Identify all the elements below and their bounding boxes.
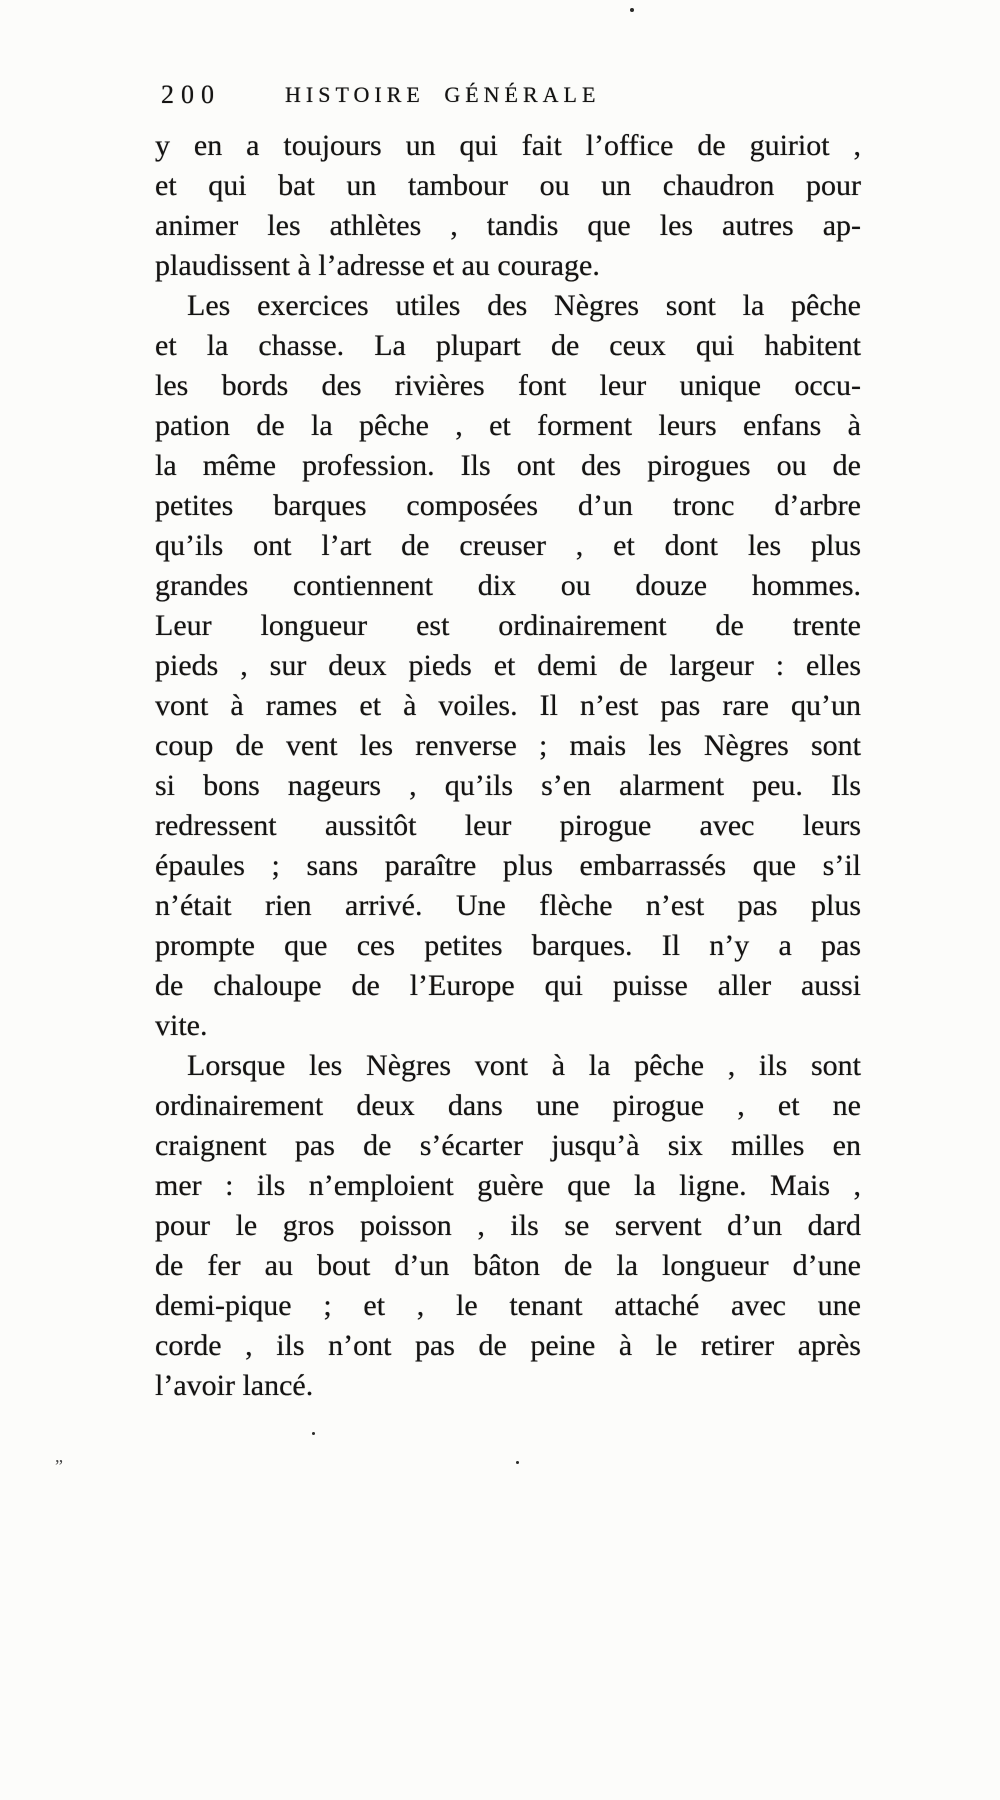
text-line: les bords des rivières font leur unique occu- bbox=[155, 369, 861, 402]
text-block bbox=[155, 126, 861, 1406]
text-line: craignent pas de s’écarter jusqu’à six milles en bbox=[155, 1129, 861, 1162]
text-line: grandes contiennent dix ou douze hommes. bbox=[155, 569, 861, 602]
text-line: et la chasse. La plupart de ceux qui habitent bbox=[155, 329, 861, 362]
text-line: de fer au bout d’un bâton de la longueur d’une bbox=[155, 1249, 861, 1282]
text-line: si bons nageurs , qu’ils s’en alarment peu. Ils bbox=[155, 769, 861, 802]
text-line: et qui bat un tambour ou un chaudron pour bbox=[155, 169, 861, 202]
page-number: 200 bbox=[161, 80, 221, 109]
scan-mark: „ bbox=[55, 1446, 63, 1466]
text-line: demi-pique ; et , le tenant attaché avec une bbox=[155, 1289, 861, 1322]
running-title: HISTOIRE GÉNÉRALE bbox=[285, 82, 601, 107]
text-line: pieds , sur deux pieds et demi de largeur : elles bbox=[155, 649, 861, 682]
paragraph bbox=[155, 286, 861, 1046]
text-line: l’avoir lancé. bbox=[155, 1369, 314, 1402]
text-line: animer les athlètes , tandis que les autres ap- bbox=[155, 209, 861, 242]
text-line: épaules ; sans paraître plus embarrassés que s’il bbox=[155, 849, 861, 882]
text-line: y en a toujours un qui fait l’office de guiriot , bbox=[155, 129, 861, 162]
text-line: Leur longueur est ordinairement de trente bbox=[155, 609, 861, 642]
paragraph bbox=[155, 1046, 861, 1406]
text-line: pour le gros poisson , ils se servent d’un dard bbox=[155, 1209, 861, 1242]
running-head bbox=[155, 0, 861, 109]
scan-speck bbox=[312, 1432, 315, 1435]
text-line: Les exercices utiles des Nègres sont la pêche bbox=[187, 289, 861, 322]
text-line: Lorsque les Nègres vont à la pêche , ils sont bbox=[187, 1049, 861, 1082]
text-line: vite. bbox=[155, 1009, 208, 1042]
text-line: petites barques composées d’un tronc d’arbre bbox=[155, 489, 861, 522]
text-line: redressent aussitôt leur pirogue avec leurs bbox=[155, 809, 861, 842]
text-line: n’était rien arrivé. Une flèche n’est pas plus bbox=[155, 889, 861, 922]
text-line: prompte que ces petites barques. Il n’y a pas bbox=[155, 929, 861, 962]
paragraph bbox=[155, 126, 861, 286]
text-line: plaudissent à l’adresse et au courage. bbox=[155, 249, 600, 282]
scan-speck bbox=[630, 8, 634, 12]
text-line: qu’ils ont l’art de creuser , et dont les plus bbox=[155, 529, 861, 562]
text-line: mer : ils n’emploient guère que la ligne. Mais , bbox=[155, 1169, 861, 1202]
text-line: corde , ils n’ont pas de peine à le retirer après bbox=[155, 1329, 861, 1362]
text-line: coup de vent les renverse ; mais les Nègres sont bbox=[155, 729, 861, 762]
text-line: vont à rames et à voiles. Il n’est pas rare qu’un bbox=[155, 689, 861, 722]
text-line: pation de la pêche , et forment leurs enfans à bbox=[155, 409, 861, 442]
text-line: la même profession. Ils ont des pirogues ou de bbox=[155, 449, 861, 482]
text-line: ordinairement deux dans une pirogue , et ne bbox=[155, 1089, 861, 1122]
scan-speck bbox=[516, 1461, 519, 1464]
text-line: de chaloupe de l’Europe qui puisse aller aussi bbox=[155, 969, 861, 1002]
